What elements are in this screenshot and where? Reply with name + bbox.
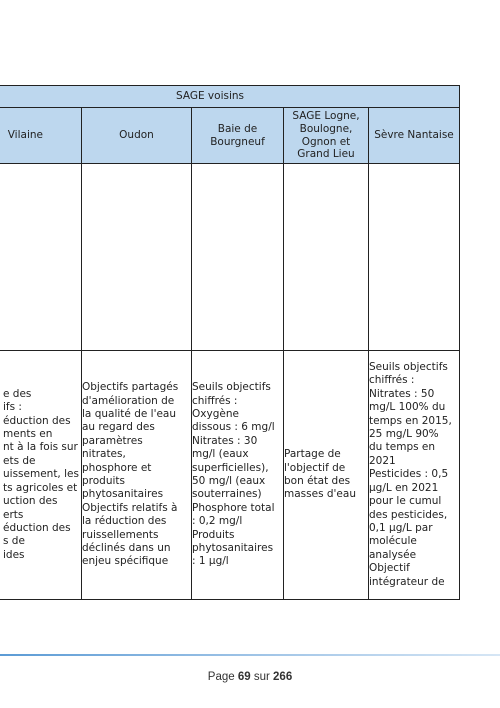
empty-row <box>0 164 460 351</box>
cell-sage-logne <box>284 351 369 600</box>
cell-sevre-text: Seuils objectifs chiffrés : Nitrates : 50 mg/L 100% du temps en 2015, 25 mg/L 90% du temps en 2021 Pesticides : 0,5 µg/L en 2021 pour le cumul des pesticides, 0,1 µg/L par molécule analysée Objectif intégrateur de <box>369 361 452 588</box>
page-number: 69 <box>237 671 251 683</box>
cell-oudon <box>82 351 192 600</box>
page-separator: sur <box>253 671 270 683</box>
column-header-vilaine: Vilaine <box>0 108 82 164</box>
footer-divider <box>0 654 500 656</box>
sage-table <box>0 85 460 600</box>
column-header-baie-de-bourgneuf: Baie de Bourgneuf <box>192 108 284 164</box>
cell-sevre-nantaise <box>369 351 460 600</box>
column-header-sage-logne: SAGE Logne, Boulogne, Ognon et Grand Lieu <box>284 108 369 164</box>
column-header-oudon: Oudon <box>82 108 192 164</box>
group-header: SAGE voisins <box>0 86 460 108</box>
cell-vilaine <box>0 351 82 600</box>
column-header-sevre-nantaise: Sèvre Nantaise <box>369 108 460 164</box>
group-header-row <box>0 86 460 108</box>
empty-cell <box>82 164 192 351</box>
page-total: 266 <box>273 671 293 683</box>
empty-cell <box>0 164 82 351</box>
objectives-row <box>0 351 460 600</box>
empty-cell <box>284 164 369 351</box>
empty-cell <box>369 164 460 351</box>
cell-baie-text: Seuils objectifs chiffrés : Oxygène dissous : 6 mg/l Nitrates : 30 mg/l (eaux superficielles), 50 mg/l (eaux souterraines) Phosphore total : 0,2 mg/l Produits phytosanitaires : 1 µg/l <box>192 381 275 568</box>
cell-logne-text: Partage de l'objectif de bon état des masses d'eau <box>284 448 356 501</box>
cell-oudon-text: Objectifs partagés d'amélioration de la qualité de l'eau au regard des paramètres nitrates, phosphore et produits phytosanitaires Objectifs relatifs à la réduction des ruissellements déclinés dans un enjeu spécifique <box>82 381 179 568</box>
cell-baie-de-bourgneuf <box>192 351 284 600</box>
empty-cell <box>192 164 284 351</box>
cell-vilaine-text: e des ifs : éduction des ments en nt à la fois sur ets de uissement, les ts agricoles et uction des erts éduction des s de ides <box>3 387 79 561</box>
page-number-footer <box>0 671 500 683</box>
page-prefix: Page <box>207 671 235 683</box>
column-header-row <box>0 108 460 164</box>
